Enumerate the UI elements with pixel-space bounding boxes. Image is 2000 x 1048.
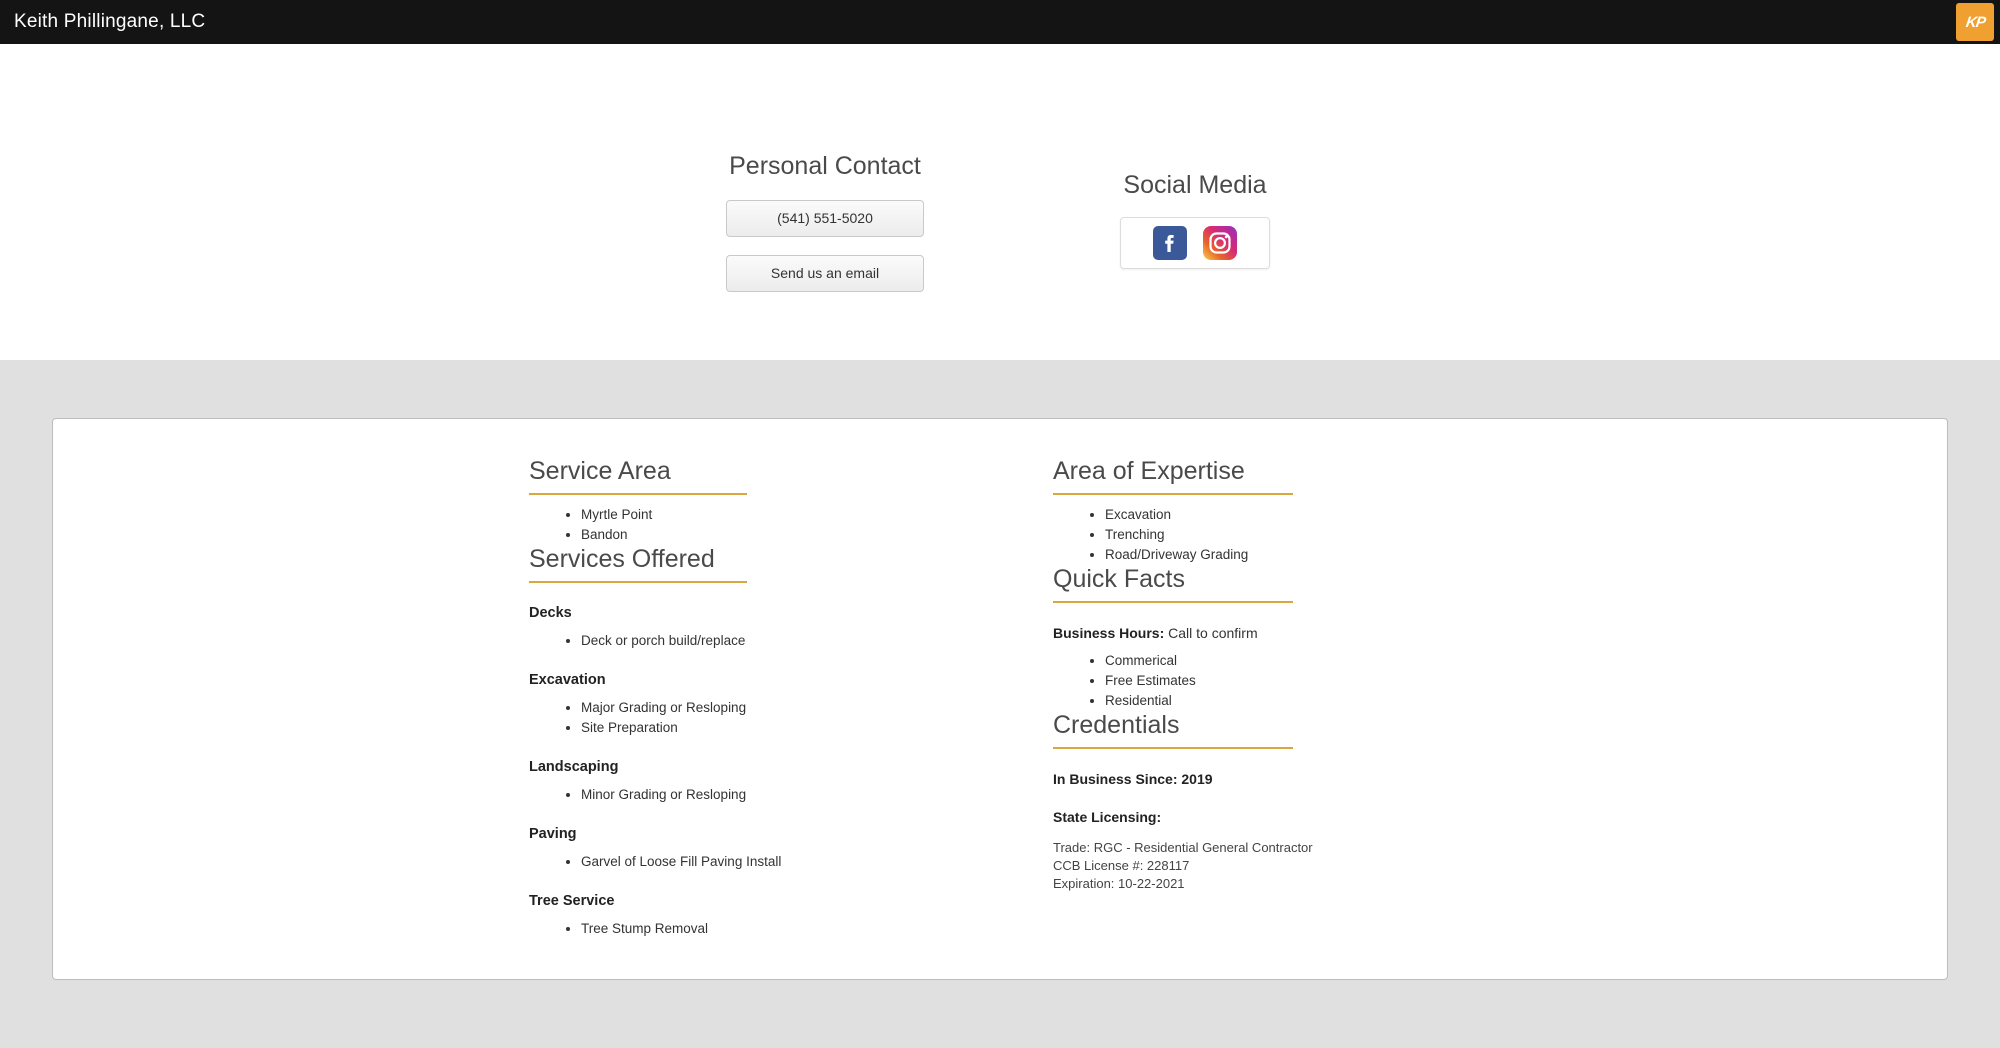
service-group-list-tree-service: [529, 919, 813, 938]
service-group-title-paving: Paving: [529, 826, 577, 842]
social-media-block: [1120, 171, 1270, 269]
service-group-list-landscaping: [529, 785, 813, 804]
in-business-since-label: In Business Since:: [1053, 771, 1178, 787]
list-item: • Excavation: [1105, 505, 1453, 524]
business-hours-line: [1053, 625, 1453, 641]
social-icons-container: [1120, 217, 1270, 269]
in-business-since-line: [1053, 771, 1453, 787]
service-group-title-landscaping: Landscaping: [529, 759, 619, 775]
business-hours-label: Business Hours:: [1053, 625, 1165, 641]
license-number: CCB License #: 228117: [1053, 858, 1190, 873]
list-item: • Residential: [1105, 691, 1453, 710]
facebook-icon[interactable]: [1153, 226, 1187, 260]
license-details: [1053, 839, 1453, 893]
instagram-icon[interactable]: [1203, 226, 1237, 260]
phone-button[interactable]: (541) 551-5020: [726, 200, 924, 237]
personal-contact-block: [726, 152, 924, 310]
service-group-title-decks: Decks: [529, 605, 572, 621]
state-licensing-label: State Licensing:: [1053, 809, 1162, 825]
service-area-heading: Service Area: [529, 457, 747, 495]
personal-contact-heading: Personal Contact: [729, 152, 921, 180]
list-item: • Myrtle Point: [581, 505, 813, 524]
license-expiration: Expiration: 10-22-2021: [1053, 876, 1185, 891]
quick-facts-heading: Quick Facts: [1053, 565, 1293, 603]
hero-contact-band: [0, 44, 2000, 360]
services-offered-heading: Services Offered: [529, 545, 747, 583]
license-trade: Trade: RGC - Residential General Contractor: [1053, 840, 1313, 855]
service-group-list-paving: [529, 852, 813, 871]
area-of-expertise-heading: Area of Expertise: [1053, 457, 1293, 495]
list-item: • Garvel of Loose Fill Paving Install: [581, 852, 813, 871]
list-item: • Free Estimates: [1105, 671, 1453, 690]
service-group-title-tree-service: Tree Service: [529, 893, 615, 909]
details-section: [0, 360, 2000, 1048]
send-email-button[interactable]: Send us an email: [726, 255, 924, 292]
list-item: • Tree Stump Removal: [581, 919, 813, 938]
brand-logo-text: KP: [1964, 13, 1986, 31]
list-item: • Road/Driveway Grading: [1105, 545, 1453, 564]
area-of-expertise-list: [1053, 505, 1453, 564]
list-item: • Site Preparation: [581, 718, 813, 737]
service-group-list-decks: [529, 631, 813, 650]
brand-logo-icon[interactable]: [1956, 3, 1994, 41]
in-business-since-value: 2019: [1177, 771, 1213, 787]
top-bar: [0, 0, 2000, 44]
list-item: • Commerical: [1105, 651, 1453, 670]
list-item: • Major Grading or Resloping: [581, 698, 813, 717]
site-title: Keith Phillingane, LLC: [14, 11, 206, 32]
list-item: • Trenching: [1105, 525, 1453, 544]
service-group-list-excavation: [529, 698, 813, 737]
list-item: • Deck or porch build/replace: [581, 631, 813, 650]
social-media-heading: Social Media: [1123, 171, 1267, 199]
right-column: [813, 457, 1453, 939]
business-hours-value: Call to confirm: [1164, 625, 1258, 641]
left-column: [53, 457, 813, 939]
quick-facts-list: [1053, 651, 1453, 710]
list-item: • Bandon: [581, 525, 813, 544]
details-card: [52, 418, 1948, 980]
credentials-heading: Credentials: [1053, 711, 1293, 749]
service-area-list: [529, 505, 813, 544]
list-item: • Minor Grading or Resloping: [581, 785, 813, 804]
service-group-title-excavation: Excavation: [529, 672, 606, 688]
